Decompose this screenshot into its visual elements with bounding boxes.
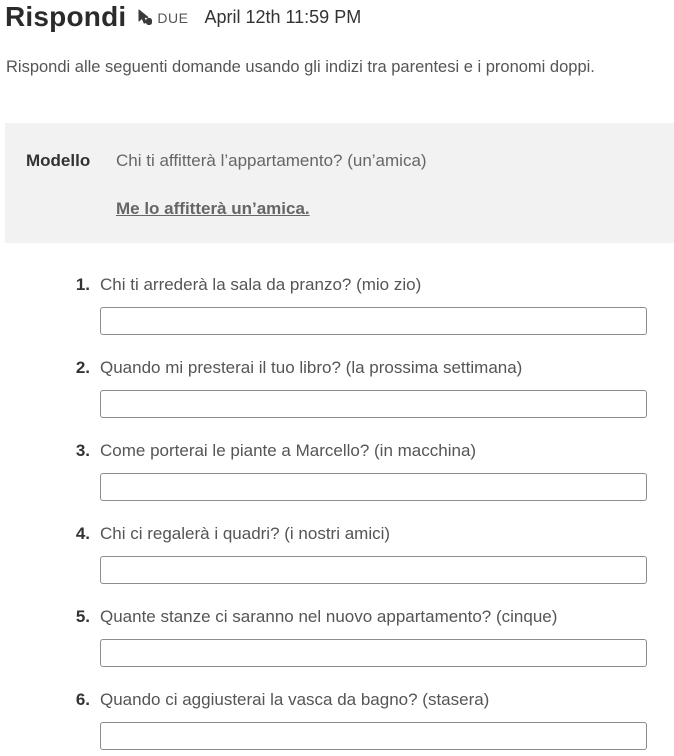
- question-text: Quando mi presterai il tuo libro? (la prossima settimana): [100, 358, 523, 377]
- answer-input-2[interactable]: [100, 390, 647, 418]
- due-date: April 12th 11:59 PM: [204, 7, 362, 27]
- page-title: Rispondi: [5, 1, 127, 32]
- model-label: Modello: [26, 151, 91, 170]
- question-text: Come porterai le piante a Marcello? (in macchina): [100, 441, 477, 460]
- model-question: Chi ti affitterà l’appartamento? (un’amica): [116, 151, 427, 170]
- question-text: Quante stanze ci saranno nel nuovo appartamento? (cinque): [100, 607, 558, 626]
- question-item: [0, 512, 674, 595]
- page-header: [5, 0, 361, 34]
- question-number: 5.: [75, 607, 90, 626]
- model-answer: Me lo affitterà un’amica.: [116, 199, 310, 218]
- question-number: 6.: [75, 690, 90, 709]
- question-text: Quando ci aggiusterai la vasca da bagno? (stasera): [100, 690, 490, 709]
- question-item: [0, 595, 674, 678]
- answer-input-1[interactable]: [100, 307, 647, 335]
- instructions-text: Rispondi alle seguenti domande usando gli indizi tra parentesi e i pronomi doppi.: [6, 58, 595, 76]
- question-text: Chi ti arrederà la sala da pranzo? (mio zio): [100, 275, 422, 294]
- due-label: DUE: [157, 10, 189, 26]
- question-number: 4.: [75, 524, 90, 543]
- question-item: [0, 346, 674, 429]
- question-text: Chi ci regalerà i quadri? (i nostri amici): [100, 524, 391, 543]
- question-number: 3.: [75, 441, 90, 460]
- question-item: [0, 429, 674, 512]
- answer-input-6[interactable]: [100, 722, 647, 750]
- mouse-pointer-icon: [136, 8, 154, 26]
- answer-input-4[interactable]: [100, 556, 647, 584]
- answer-input-5[interactable]: [100, 639, 647, 667]
- question-number: 1.: [75, 275, 90, 294]
- question-item: [0, 263, 674, 346]
- model-example-box: [5, 123, 674, 243]
- question-list: [0, 263, 674, 756]
- answer-input-3[interactable]: [100, 473, 647, 501]
- question-number: 2.: [75, 358, 90, 377]
- question-item: [0, 678, 674, 756]
